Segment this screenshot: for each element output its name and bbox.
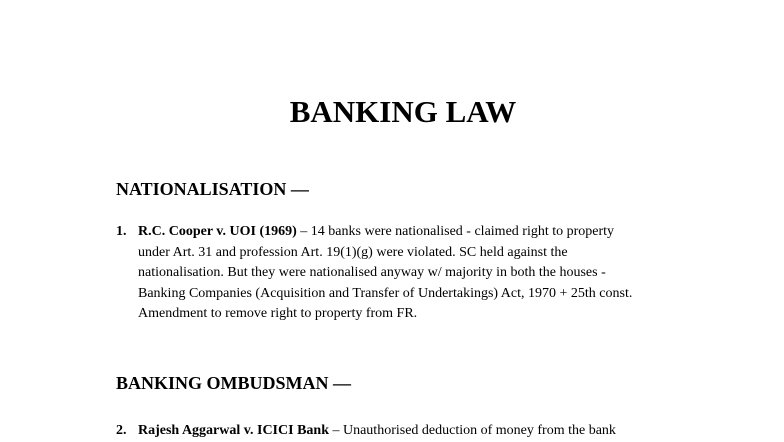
section-heading-banking-ombudsman: BANKING OMBUDSMAN — [116, 373, 352, 393]
text-line: – 14 banks were nationalised - claimed right to property [296, 224, 615, 239]
list-item [116, 222, 696, 325]
list-item [116, 421, 696, 442]
case-name: Rajesh Aggarwal v. ICICI Bank [138, 423, 329, 438]
section-heading-nationalisation: NATIONALISATION — [116, 179, 309, 199]
case-name: R.C. Cooper v. UOI (1969) [138, 224, 297, 239]
document-title: BANKING LAW [289, 94, 517, 129]
text-line: under Art. 31 and profession Art. 19(1)(g) were violated. SC held against the [138, 244, 568, 260]
list-item-text [138, 222, 696, 325]
text-line: – Unauthorised deduction of money from the bank [328, 423, 616, 438]
text-line: nationalisation. But they were nationalised anyway w/ majority in both the houses - [138, 265, 606, 280]
list-item-text [138, 421, 696, 442]
list-item-number: 1. [116, 224, 127, 239]
list-item-number: 2. [116, 423, 127, 438]
text-line: Banking Companies (Acquisition and Transfer of Undertakings) Act, 1970 + 25th const. [138, 285, 633, 301]
text-line: Amendment to remove right to property from FR. [138, 306, 418, 321]
